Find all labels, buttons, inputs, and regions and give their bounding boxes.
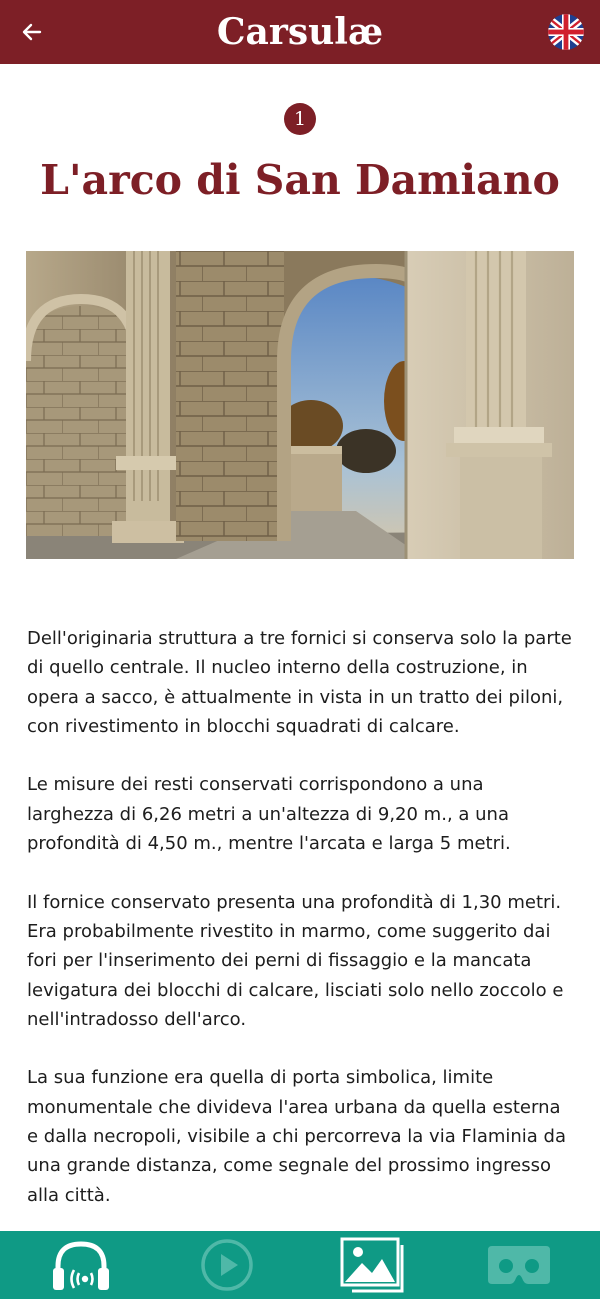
page-title: L'arco di San Damiano [40, 156, 560, 204]
gallery-icon [340, 1237, 406, 1293]
play-icon [200, 1238, 254, 1292]
description-paragraph: Dell'originaria struttura a tre fornici si conserva solo la parte di quello centrale. Il nucleo interno della costruzione, in opera a sacco, è attualmente in vista in un tratto dei piloni, con rivestimento in blocchi squadrati di calcare. [27, 628, 572, 737]
description-paragraph: Le misure dei resti conservati corrispondono a una larghezza di 6,26 metri a un'altezza di 9,20 m., a una profondità di 4,50 m., mentre l'arcata e larga 5 metri. [27, 774, 511, 855]
app-title: Carsulæ [216, 11, 384, 53]
poi-number-badge: 1 [284, 103, 316, 135]
description-paragraph: Il fornice conservato presenta una profondità di 1,30 metri. Era probabilmente rivestito in marmo, come suggerito dai fori per l'inserimento dei perni di fissaggio e la mancata levigatura dei blocchi di calcare, lisciati solo nello zoccolo e nell'intradosso dell'arco. [27, 891, 564, 1030]
vr-headset-icon [486, 1244, 552, 1286]
description-paragraph: La sua funzione era quella di porta simbolica, limite monumentale che divideva l'area urbana da quella esterna e dalla necropoli, visibile a chi percorreva la via Flaminia da una grande distanza, come segnale del prossimo ingresso alla città. [27, 1067, 566, 1206]
hero-image [26, 251, 574, 559]
audio-guide-button[interactable] [31, 1231, 131, 1299]
top-app-bar [0, 0, 600, 64]
play-button[interactable] [177, 1231, 277, 1299]
language-button[interactable] [548, 14, 584, 50]
vr-button[interactable] [469, 1231, 569, 1299]
arrow-left-icon [21, 21, 43, 43]
description-text [27, 624, 575, 1239]
back-button[interactable] [14, 14, 50, 50]
gallery-button[interactable] [323, 1231, 423, 1299]
uk-flag-icon [548, 14, 584, 50]
bottom-navigation [0, 1231, 600, 1299]
audio-headphones-icon [50, 1236, 112, 1294]
